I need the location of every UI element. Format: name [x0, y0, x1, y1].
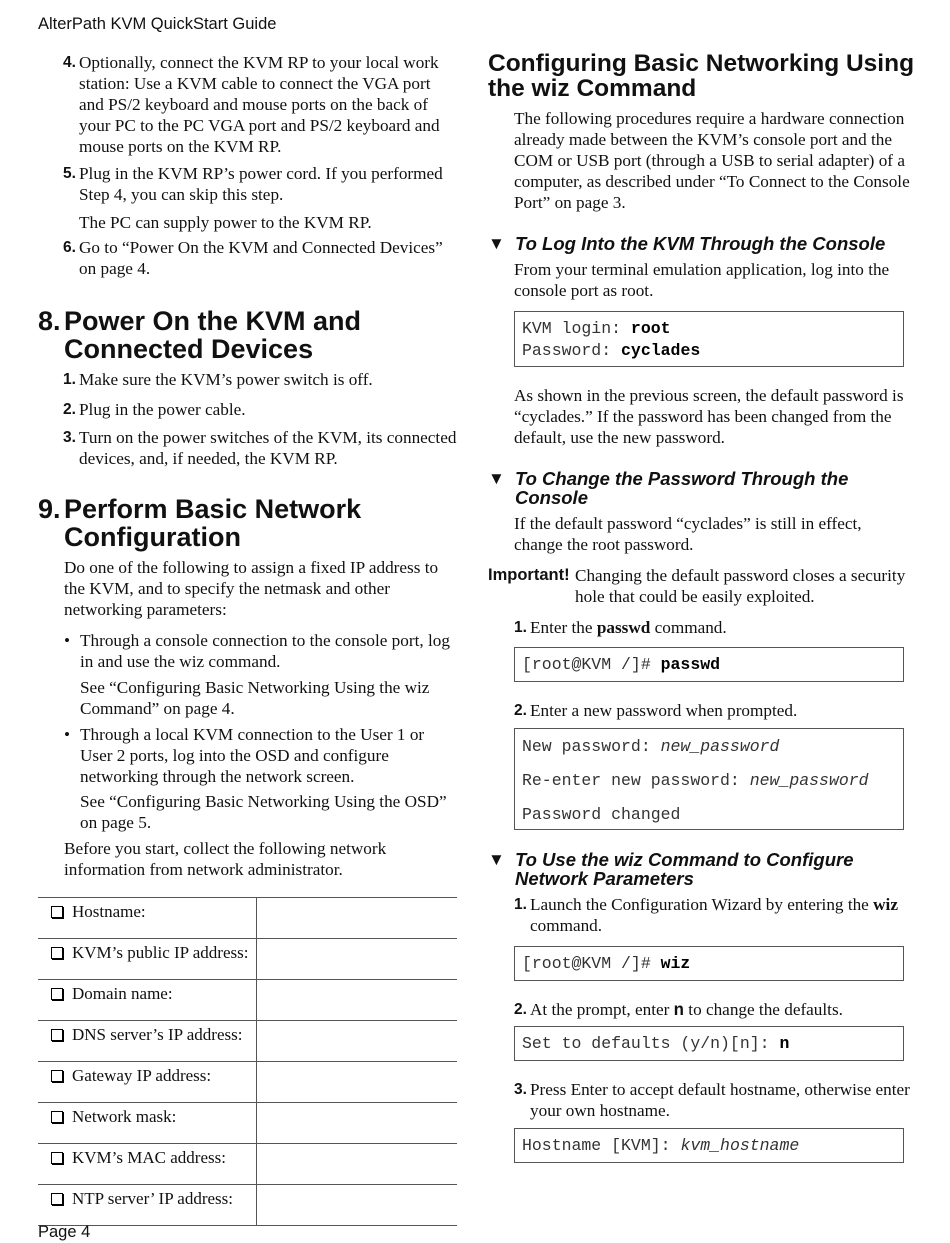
proc-password-heading: ▼ To Change the Password Through the Console	[488, 468, 849, 508]
step-5: 5. Plug in the KVM RP’s power cord. If you performed Step 4, you can skip this step.	[63, 164, 443, 204]
step-6: 6. Go to “Power On the KVM and Connected Devices” on page 4.	[63, 238, 443, 278]
defaults-code-box	[514, 1026, 904, 1061]
triangle-down-icon: ▼	[488, 850, 505, 869]
code-line: New password: new_password	[522, 737, 780, 756]
password-step-1: 1. Enter the passwd command.	[514, 618, 727, 637]
hostname-code-box	[514, 1128, 904, 1163]
checkbox-icon	[51, 1070, 63, 1082]
blank-cell	[257, 939, 458, 980]
blank-cell	[257, 980, 458, 1021]
section-8-step-2: 2. Plug in the power cable.	[63, 400, 246, 419]
blank-cell	[257, 1062, 458, 1103]
blank-cell	[257, 1185, 458, 1226]
wiz-code-box	[514, 946, 904, 981]
proc-login-text: From your terminal emulation application, log into the console port as root.	[514, 260, 890, 300]
section-9-intro: Do one of the following to assign a fixed IP address to the KVM, and to specify the netmask and other networking parameters:	[64, 558, 439, 619]
code-line: [root@KVM /]# wiz	[522, 954, 691, 973]
section-9-before: Before you start, collect the following network information from network administrator.	[64, 839, 387, 879]
blank-cell	[257, 1103, 458, 1144]
important-label: Important!	[488, 566, 570, 584]
right-section-heading: Configuring Basic Networking Using the wiz Command	[488, 50, 915, 102]
table-row: Domain name:	[38, 980, 457, 1021]
wiz-step-2: 2. At the prompt, enter n to change the defaults.	[514, 1000, 843, 1021]
code-line: Re-enter new password: new_password	[522, 771, 869, 790]
blank-cell	[257, 898, 458, 939]
proc-login-after: As shown in the previous screen, the default password is “cyclades.” If the password has been changed from the default, use the new password.	[514, 386, 904, 447]
blank-cell	[257, 1144, 458, 1185]
table-row: Hostname:	[38, 898, 457, 939]
important-note	[488, 565, 918, 607]
table-row: DNS server’s IP address:	[38, 1021, 457, 1062]
blank-cell	[257, 1021, 458, 1062]
code-line: Password changed	[522, 805, 681, 824]
proc-password-text: If the default password “cyclades” is still in effect, change the root password.	[514, 514, 862, 554]
wiz-step-1: 1. Launch the Configuration Wizard by entering the wiz command.	[514, 895, 898, 935]
checkbox-icon	[51, 1029, 63, 1041]
running-header: AlterPath KVM QuickStart Guide	[38, 15, 277, 33]
checkbox-icon	[51, 1193, 63, 1205]
table-row: Gateway IP address:	[38, 1062, 457, 1103]
code-line: Hostname [KVM]: kvm_hostname	[522, 1136, 800, 1155]
bullet-dot: •	[64, 631, 71, 650]
section-8-step-3: 3. Turn on the power switches of the KVM, its connected devices, and, if needed, the KVM RP.	[63, 428, 457, 468]
bullet-osd: • Through a local KVM connection to the User 1 or User 2 ports, log into the OSD and configure networking through the network screen.	[64, 725, 425, 786]
code-line: [root@KVM /]# passwd	[522, 655, 721, 674]
right-intro: The following procedures require a hardware connection already made between the KVM’s console port and the COM or USB port (through a USB to serial adapter) of a computer, as described under “To Connect to the Console Port” on page 3.	[514, 109, 910, 212]
proc-login-heading: ▼ To Log Into the KVM Through the Console	[488, 233, 886, 254]
table-row: KVM’s MAC address:	[38, 1144, 457, 1185]
login-code-box	[514, 311, 904, 367]
important-text: Changing the default password closes a security hole that could be easily exploited.	[575, 566, 906, 606]
password-step-2: 2. Enter a new password when prompted.	[514, 701, 798, 720]
table-row: KVM’s public IP address:	[38, 939, 457, 980]
section-9-heading: 9. Perform Basic Network Configuration	[38, 494, 362, 552]
network-info-table	[38, 897, 457, 1226]
step-4: 4. Optionally, connect the KVM RP to your local work station: Use a KVM cable to connect the VGA port and PS/2 keyboard and mouse ports on the back of your PC to the PC VGA port and PS/2 keyboard and mouse ports on the KVM RP.	[63, 53, 440, 156]
checkbox-icon	[51, 988, 63, 1000]
table-row: Network mask:	[38, 1103, 457, 1144]
checkbox-icon	[51, 1152, 63, 1164]
code-line: Set to defaults (y/n)[n]: n	[522, 1034, 790, 1053]
section-8-heading: 8. Power On the KVM and Connected Devices	[38, 306, 362, 364]
table-row: NTP server’ IP address:	[38, 1185, 457, 1226]
checkbox-icon	[51, 1111, 63, 1123]
bullet-console-see: See “Configuring Basic Networking Using the wiz Command” on page 4.	[80, 678, 430, 718]
bullet-osd-see: See “Configuring Basic Networking Using the OSD” on page 5.	[80, 792, 447, 832]
page-number: Page 4	[38, 1223, 91, 1241]
triangle-down-icon: ▼	[488, 234, 505, 253]
new-password-code-box	[514, 728, 904, 830]
step-5-note: The PC can supply power to the KVM RP.	[79, 213, 372, 232]
checkbox-icon	[51, 906, 63, 918]
triangle-down-icon: ▼	[488, 469, 505, 488]
code-line: Password: cyclades	[522, 341, 701, 360]
code-line: KVM login: root	[522, 319, 671, 338]
passwd-code-box	[514, 647, 904, 682]
section-8-step-1: 1. Make sure the KVM’s power switch is off.	[63, 370, 373, 389]
proc-wiz-heading: ▼ To Use the wiz Command to Configure Network Parameters	[488, 849, 854, 889]
bullet-dot: •	[64, 725, 71, 744]
checkbox-icon	[51, 947, 63, 959]
wiz-step-3: 3. Press Enter to accept default hostname, otherwise enter your own hostname.	[514, 1080, 910, 1120]
bullet-console: • Through a console connection to the console port, log in and use the wiz command.	[64, 631, 450, 671]
